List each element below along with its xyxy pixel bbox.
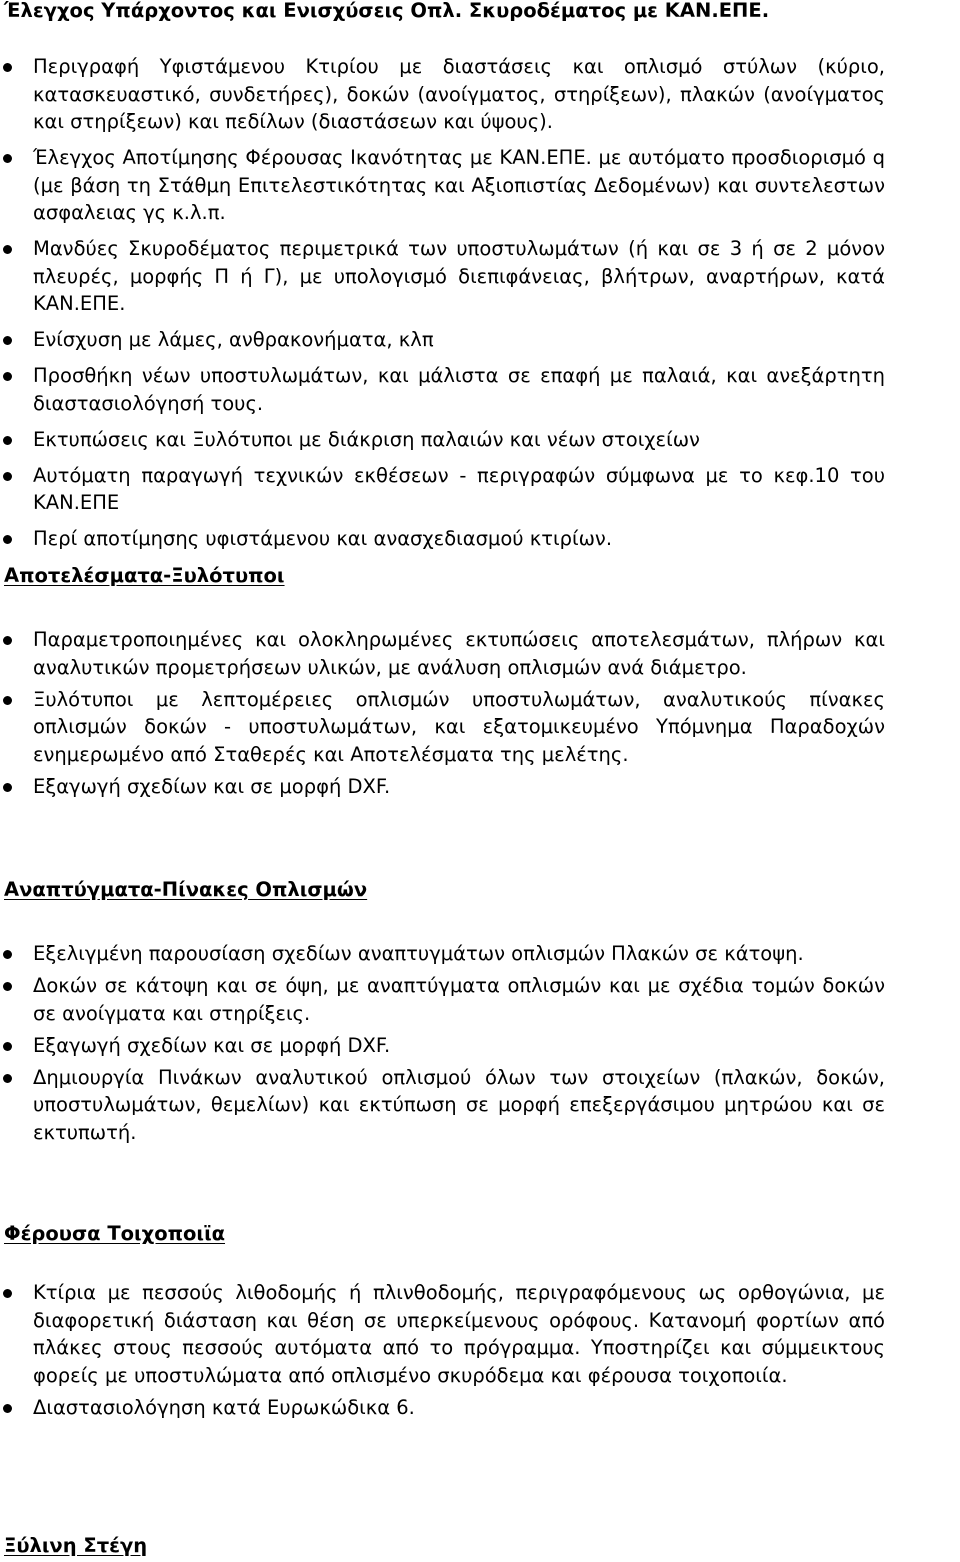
section-title-timber-roof: Ξύλινη Στέγη [4, 1534, 148, 1557]
list-item-text: Μανδύες Σκυροδέματος περιμετρικά των υποστυλωμάτων (ή και σε 3 ή σε 2 μόνον πλευρές, μορφής Π ή Γ), με υπολογισμό διεπιφάνειας, βλήτρων, αναρτήρων, κατά ΚΑΝ.ΕΠΕ. [33, 237, 885, 315]
list-item [0, 235, 960, 318]
bullet-icon [3, 783, 12, 792]
list-item-text: Ξυλότυποι με λεπτομέρειες οπλισμών υποστυλωμάτων, αναλυτικούς πίνακες οπλισμών δοκών - υποστυλωμάτων, και εξατομικευμένο Υπόμνημα Παραδοχών ενημερωμένο από Σταθερές και Αποτελέσματα της μελέτης. [33, 687, 885, 766]
section-title-existing-reinforcement: Έλεγχος Υπάρχοντος και Ενισχύσεις Οπλ. Σκυροδέματος με ΚΑΝ.ΕΠΕ. [4, 0, 770, 22]
list-item-text: Παραμετροποιημένες και ολοκληρωμένες εκτυπώσεις αποτελεσμάτων, πλήρων και αναλυτικών προμετρήσεων υλικών, με ανάλυση οπλισμών ανά διάμετρο. [33, 628, 885, 679]
bullet-icon [3, 696, 12, 705]
list-item [0, 1279, 960, 1389]
list-item-text: Διαστασιολόγηση κατά Ευρωκώδικα 6. [33, 1395, 415, 1419]
list-item [0, 940, 960, 968]
section-list-results-formwork [0, 626, 960, 805]
list-item-text: Αυτόματη παραγωγή τεχνικών εκθέσεων - περιγραφών σύμφωνα με το κεφ.10 του ΚΑΝ.ΕΠΕ [33, 463, 885, 514]
list-item [0, 686, 960, 769]
bullet-icon [3, 472, 12, 481]
bullet-icon [3, 336, 12, 345]
list-item [0, 144, 960, 227]
list-item [0, 1032, 960, 1060]
list-item-text: Περιγραφή Υφιστάμενου Κτιρίου με διαστάσεις και οπλισμό στύλων (κύριο, κατασκευαστικό, συνδετήρες), δοκών (ανοίγματος, στηρίξεων), πλακών (ανοίγματος και στηρίξεων) και πεδίλων (διαστάσεων και ύψους). [33, 55, 885, 133]
bullet-icon [3, 950, 12, 959]
list-item-text: Προσθήκη νέων υποστυλωμάτων, και μάλιστα σε επαφή με παλαιά, και ανεξάρτητη διαστασιολόγησή τους. [33, 364, 885, 415]
list-item [0, 773, 960, 801]
bullet-icon [3, 982, 12, 991]
list-item-text: Δημιουργία Πινάκων αναλυτικού οπλισμού όλων των στοιχείων (πλακών, δοκών, υποστυλωμάτων, θεμελίων) και εκτύπωση σε μορφή επεξεργάσιμου μητρώου και σε εκτυπωτή. [33, 1065, 885, 1144]
bullet-icon [3, 636, 12, 645]
bullet-icon [3, 1042, 12, 1051]
bullet-icon [3, 535, 12, 544]
section-title-rebar-drawings: Αναπτύγματα-Πίνακες Οπλισμών [4, 878, 368, 901]
list-item [0, 362, 960, 417]
section-list-masonry [0, 1279, 960, 1426]
section-title-results-formwork: Αποτελέσματα-Ξυλότυποι [4, 564, 285, 587]
bullet-icon [3, 1289, 12, 1298]
list-item [0, 53, 960, 136]
list-item [0, 1064, 960, 1147]
list-item-text: Ενίσχυση με λάμες, ανθρακονήματα, κλπ [33, 328, 434, 351]
section-title-masonry: Φέρουσα Τοιχοποιϊα [4, 1222, 226, 1245]
list-item [0, 426, 960, 454]
bullet-icon [3, 1074, 12, 1083]
list-item-text: Κτίρια με πεσσούς λιθοδομής ή πλινθοδομής, περιγραφόμενους ως ορθογώνια, με διαφορετική διάσταση και θέση σε υπερκείμενους ορόφους. Κατανομή φορτίων από πλάκες στους πεσσούς αυτόματα από το πρόγραμμα. Υποστηρίζει και σύμμεικτους φορείς με υποστυλώματα από οπλισμένο σκυρόδεμα και φέρουσα τοιχοποιία. [33, 1281, 885, 1387]
list-item [0, 972, 960, 1027]
section-list-existing-reinforcement [0, 53, 960, 561]
list-item-text: Εξαγωγή σχεδίων και σε μορφή DXF. [33, 1033, 391, 1057]
list-item-text: Εξελιγμένη παρουσίαση σχεδίων αναπτυγμάτων οπλισμών Πλακών σε κάτοψη. [33, 942, 804, 965]
bullet-icon [3, 372, 12, 381]
list-item-text: Εκτυπώσεις και Ξυλότυποι με διάκριση παλαιών και νέων στοιχείων [33, 427, 700, 451]
bullet-icon [3, 245, 12, 254]
bullet-icon [3, 154, 12, 163]
section-list-rebar-drawings [0, 940, 960, 1151]
bullet-icon [3, 1404, 12, 1413]
list-item-text: Εξαγωγή σχεδίων και σε μορφή DXF. [33, 774, 391, 798]
list-item-text: Περί αποτίμησης υφιστάμενου και ανασχεδιασμού κτιρίων. [33, 527, 613, 550]
bullet-icon [3, 63, 12, 72]
list-item [0, 525, 960, 553]
list-item [0, 1394, 960, 1422]
list-item [0, 462, 960, 517]
list-item-text: Έλεγχος Αποτίμησης Φέρουσας Ικανότητας με ΚΑΝ.ΕΠΕ. με αυτόματο προσδιορισμό q (με βάση τη Στάθμη Επιτελεστικότητας και Αξιοπιστίας Δεδομένων) και συντελεστων ασφαλειας γς κ.λ.π. [33, 146, 885, 224]
list-item-text: Δοκών σε κάτοψη και σε όψη, με αναπτύγματα οπλισμών και με σχέδια τομών δοκών σε ανοίγματα και στηρίξεις. [33, 974, 885, 1025]
list-item [0, 326, 960, 354]
list-item [0, 626, 960, 681]
bullet-icon [3, 436, 12, 445]
